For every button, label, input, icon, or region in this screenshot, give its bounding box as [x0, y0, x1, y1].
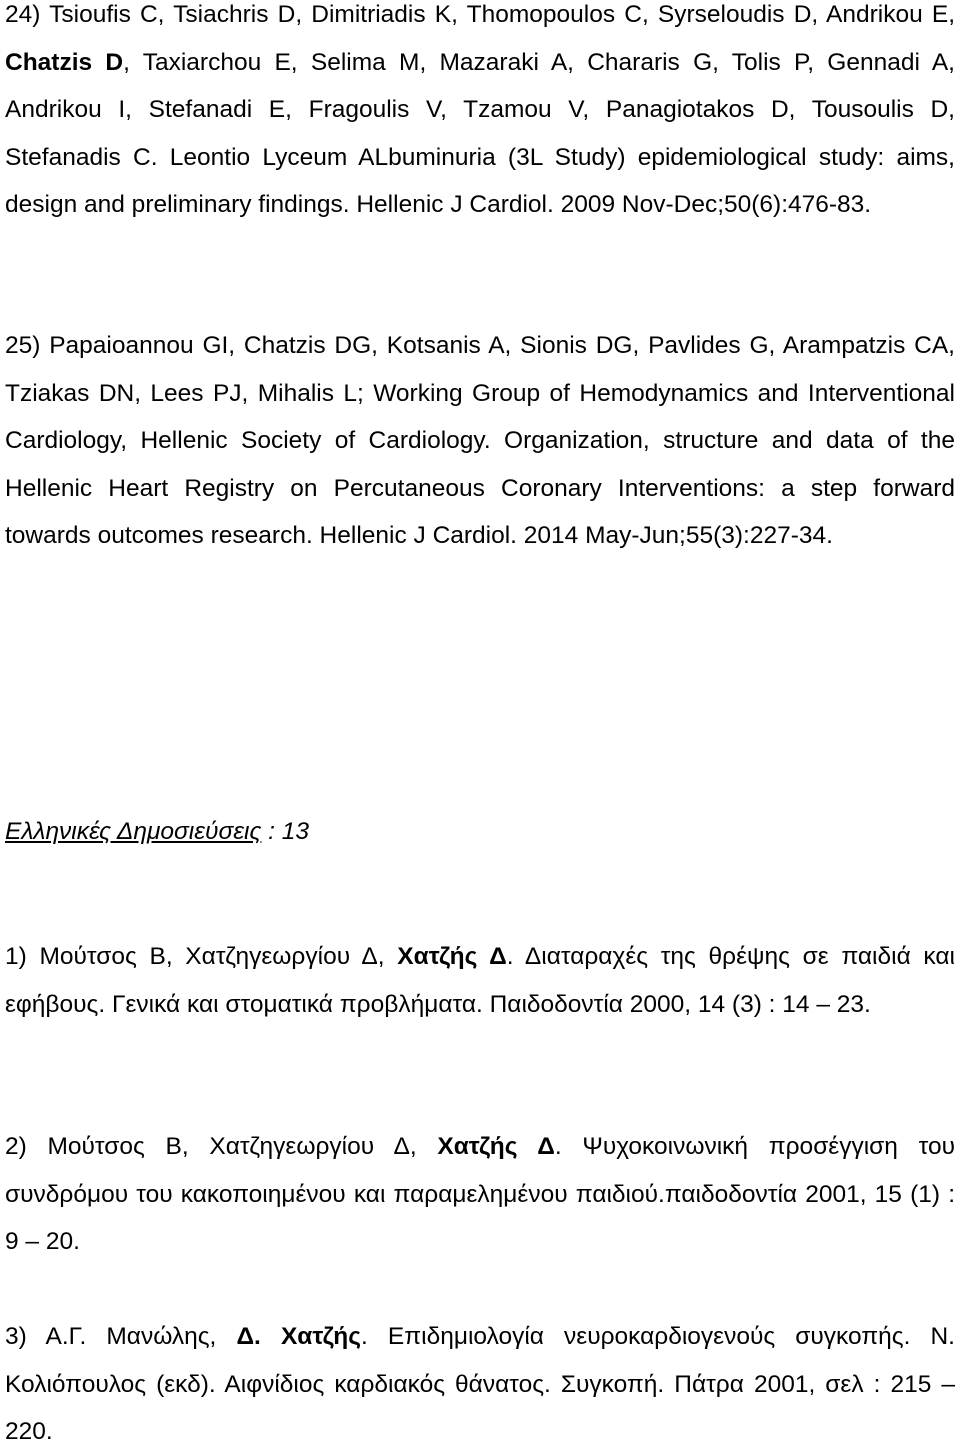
- reference-24-authors-start: 24) Tsioufis C, Tsiachris D, Dimitriadis K, Thomopoulos C, Syrseloudis D, Andrikou E,: [5, 1, 955, 28]
- greek-publications-count: : 13: [261, 818, 310, 845]
- greek-reference-1: [5, 933, 955, 1028]
- greek-reference-3-highlighted-author: Δ. Χατζής: [236, 1323, 361, 1350]
- greek-reference-3: [5, 1313, 955, 1456]
- greek-reference-2-rest: . Ψυχοκοινωνική προσέγγιση του συνδρόμου του κακοποιημένου και παραμελημένου παιδιού.παιδοδοντία 2001, 15 (1) : 9 – 20.: [5, 1133, 955, 1255]
- greek-reference-1-authors: 1) Μούτσος Β, Χατζηγεωργίου Δ,: [5, 943, 398, 970]
- reference-24-highlighted-author: Chatzis D: [5, 48, 124, 76]
- greek-reference-2-highlighted-author: Χατζής Δ: [437, 1133, 555, 1160]
- reference-24-rest: , Taxiarchou E, Selima M, Mazaraki A, Chararis G, Tolis P, Gennadi A, Andrikou I, Stefanadi E, Fragoulis V, Tzamou V, Panagiotakos D, Tousoulis D, Stefanadis C. Leontio Lyceum ALbuminuria (3L Study) epidemiological study: aims, design and preliminary findings. Hellenic J Cardiol. 2009 Nov-Dec;50(6):476-83.: [5, 48, 955, 218]
- greek-publications-heading: [5, 808, 309, 856]
- greek-reference-1-highlighted-author: Χατζής Δ: [397, 943, 507, 970]
- greek-reference-3-authors: 3) Α.Γ. Μανώλης,: [5, 1323, 237, 1350]
- reference-24: [5, 0, 955, 229]
- greek-reference-2-authors: 2) Μούτσος Β, Χατζηγεωργίου Δ,: [5, 1133, 438, 1160]
- reference-25: 25) Papaioannou GI, Chatzis DG, Kotsanis A, Sionis DG, Pavlides G, Arampatzis CA, Tziakas DN, Lees PJ, Mihalis L; Working Group of Hemodynamics and Interventional Cardiology, Hellenic Society of Cardiology. Organization, structure and data of the Hellenic Heart Registry on Percutaneous Coronary Interventions: a step forward towards outcomes research. Hellenic J Cardiol. 2014 May-Jun;55(3):227-34.: [5, 332, 955, 549]
- greek-publications-heading-label: Ελληνικές Δημοσιεύσεις: [5, 818, 262, 845]
- greek-reference-2: [5, 1123, 955, 1266]
- greek-reference-3-rest: . Επιδημιολογία νευροκαρδιογενούς συγκοπής. Ν. Κολιόπουλος (εκδ). Αιφνίδιος καρδιακός θάνατος. Συγκοπή. Πάτρα 2001, σελ : 215 – 220.: [5, 1323, 955, 1445]
- greek-reference-1-rest: . Διαταραχές της θρέψης σε παιδιά και εφήβους. Γενικά και στοματικά προβλήματα. Παιδοδοντία 2000, 14 (3) : 14 – 23.: [5, 943, 955, 1018]
